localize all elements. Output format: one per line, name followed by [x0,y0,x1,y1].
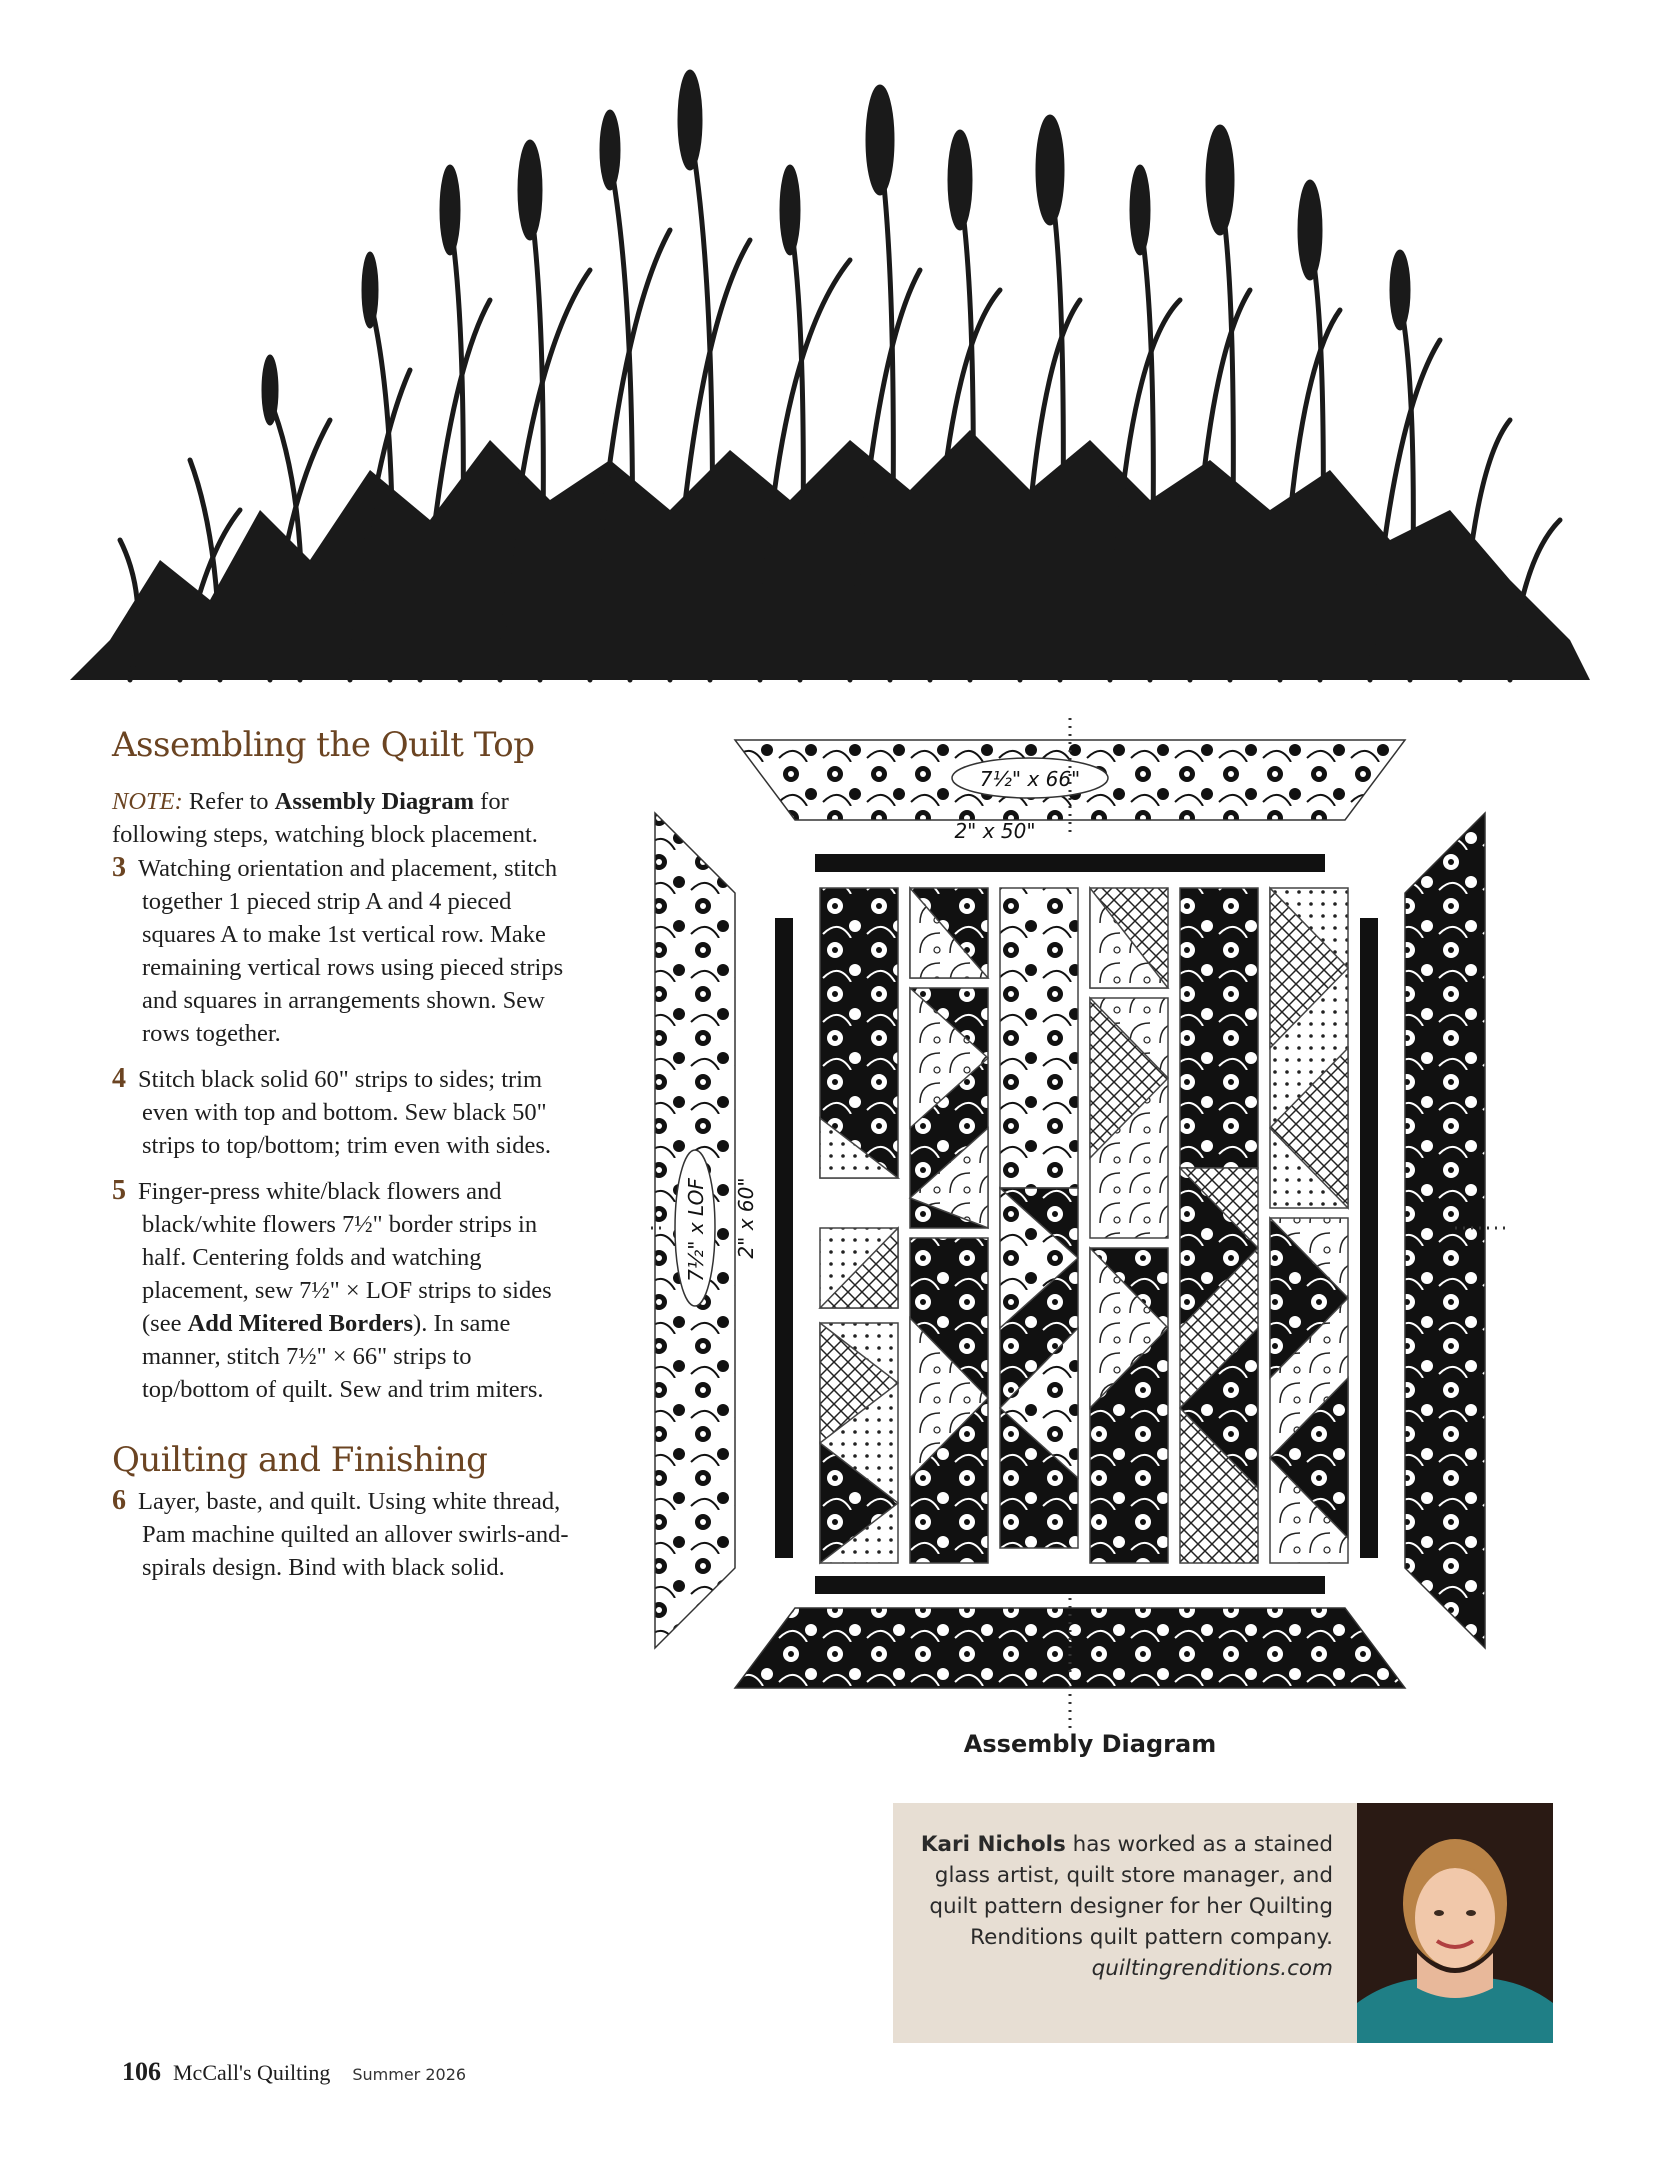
step-number: 3 [112,852,126,883]
section-title-quilting: Quilting and Finishing [112,1440,488,1480]
top-border-label: 7½" x 66" [979,767,1081,791]
note-bold-ref: Assembly Diagram [274,788,475,815]
left-strip-label: 2" x 60" [734,1177,758,1259]
step-4 [112,1062,582,1162]
designer-bio-box [893,1803,1553,2043]
bottom-black-strip [815,1576,1325,1594]
designer-website[interactable]: quiltingrenditions.com [1091,1956,1333,1981]
step-bold-ref: Add Mitered Borders [187,1310,414,1337]
step-text: Watching orientation and placement, stitch together 1 pieced strip A and 4 pieced squares A to make 1st vertical row. Make remaining vertical rows using pieced strips and squares in arrangements shown. Sew rows together. [138,855,564,1047]
step-number: 5 [112,1175,126,1206]
right-black-strip [1360,918,1378,1558]
diagram-caption: Assembly Diagram [963,1730,1217,1758]
right-border [1405,813,1485,1648]
step-3 [112,851,582,1050]
note-label: NOTE: [112,788,183,815]
bio-text: Kari Nichols has worked as a stained glass artist, quilt store manager, and quilt pattern designer for her Quilting Renditions quilt pattern company. quiltingrenditions.com [920,1832,1333,1981]
designer-portrait-icon [1357,1803,1553,2043]
step-text: Stitch black solid 60" strips to sides; trim even with top and bottom. Sew black 50" strips to top/bottom; trim even with sides. [138,1066,551,1159]
quilt-center [820,888,1348,1563]
note-paragraph: NOTE: Refer to Assembly Diagram for following steps, watching block placement. [112,788,538,848]
step-text: Layer, baste, and quilt. Using white thread, Pam machine quilted an allover swirls-and-spirals design. Bind with black solid. [138,1488,569,1581]
designer-name: Kari Nichols [920,1832,1066,1857]
step-6 [112,1484,582,1584]
section-title-assembling: Assembling the Quilt Top [112,725,535,765]
left-black-strip [775,918,793,1558]
issue-date: Summer 2026 [352,2065,467,2084]
left-border-label: 7½" x LOF [684,1178,708,1282]
top-black-strip [815,854,1325,872]
magazine-name: McCall's Quilting [173,2060,331,2085]
step-5: 5 Finger-press white/black flowers and black/white flowers 7½" border strips in half. Centering folds and watching placement, sew 7½" × LOF strips to sides (see Add Mitered Borders). In same manner, stitch 7½" × 66" strips to top/bottom of quilt. Sew and trim miters. [112,1175,552,1403]
grass-silhouette-icon [70,40,1590,690]
instructions-column [112,725,582,1596]
step-number: 4 [112,1063,126,1094]
page-footer [122,2057,466,2093]
page-number: 106 [122,2057,161,2086]
top-strip-label: 2" x 50" [954,819,1036,843]
step-number: 6 [112,1485,126,1516]
assembly-diagram [645,718,1525,1728]
